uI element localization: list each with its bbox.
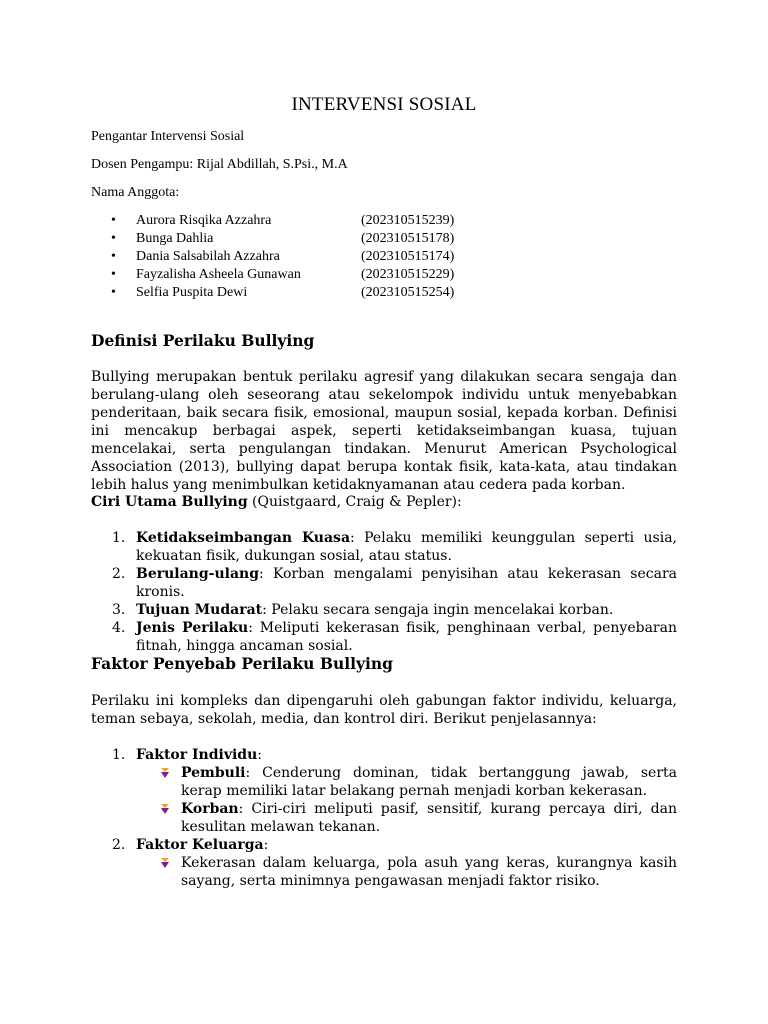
list-number: 1. (112, 530, 126, 546)
member-name: Aurora Risqika Azzahra (136, 213, 272, 228)
list-number: 2. (112, 837, 126, 853)
list-item (91, 746, 677, 764)
list-item-term: Tujuan Mudarat (136, 602, 263, 618)
members-label: Nama Anggota: (91, 185, 180, 200)
list-item-term: Faktor Individu (136, 747, 258, 763)
list-item-term: Ketidakseimbangan Kuasa (136, 530, 351, 546)
list-item (91, 565, 677, 601)
ciri-heading-bold: Ciri Utama Bullying (91, 494, 248, 510)
member-nim: (202310515174) (361, 249, 455, 264)
arrow-down-bullet-icon (158, 766, 172, 780)
member-name: Selfia Puspita Dewi (136, 285, 248, 300)
section-heading-definisi: Definisi Perilaku Bullying (91, 331, 315, 350)
sub-item-text: : Cenderung dominan, tidak bertanggung jawab, serta kerap memiliki latar belakang pernah menjadi korban kekerasan. (181, 765, 677, 799)
bullet-dot-icon: • (111, 285, 116, 300)
document-title: INTERVENSI SOSIAL (291, 94, 477, 115)
member-name: Bunga Dahlia (136, 231, 214, 246)
member-row (91, 284, 691, 302)
list-item (91, 601, 677, 619)
member-list (91, 212, 691, 302)
member-nim: (202310515178) (361, 231, 455, 246)
list-number: 1. (112, 747, 126, 763)
faktor-paragraph: Perilaku ini kompleks dan dipengaruhi oleh gabungan faktor individu, keluarga, teman sebaya, sekolah, media, dan kontrol diri. Berikut penjelasannya: (91, 693, 677, 727)
list-number: 3. (112, 602, 126, 618)
ciri-heading (91, 493, 462, 511)
bullet-dot-icon: • (111, 231, 116, 246)
member-nim: (202310515254) (361, 285, 455, 300)
member-nim: (202310515239) (361, 213, 455, 228)
sub-item-text: : Ciri-ciri meliputi pasif, sensitif, kurang percaya diri, dan kesulitan melawan tekanan. (181, 801, 677, 835)
member-name: Fayzalisha Asheela Gunawan (136, 267, 301, 282)
bullet-dot-icon: • (111, 249, 116, 264)
sub-list (91, 764, 677, 836)
sub-list-item (91, 854, 677, 890)
ciri-heading-citation: (Quistgaard, Craig & Pepler): (247, 494, 462, 510)
list-item-text: : (257, 747, 262, 763)
member-row (91, 212, 691, 230)
list-item-text: : (263, 837, 269, 853)
list-number: 2. (112, 566, 126, 582)
list-item (91, 836, 677, 854)
list-item-text: : Meliputi kekerasan fisik, penghinaan verbal, penyebaran fitnah, hingga ancaman sosial. (136, 620, 677, 654)
faktor-list (91, 746, 677, 890)
arrow-down-bullet-icon (158, 856, 172, 870)
sub-list (91, 854, 677, 890)
arrow-down-bullet-icon (158, 802, 172, 816)
definition-paragraph: Bullying merupakan bentuk perilaku agresif yang dilakukan secara sengaja dan berulang-ulang oleh seseorang atau sekelompok individu untuk menyebabkan penderitaan, baik secara fisik, emosional, maupun sosial, kepada korban. Definisi ini mencakup berbagai aspek, seperti ketidakseimbangan kuasa, tujuan mencelakai, serta pengulangan tindakan. Menurut American Psychological Association (2013), bullying dapat berupa kontak fisik, kata-kata, atau tindakan lebih halus yang menimbulkan ketidaknyamanan atau cedera pada korban. (91, 369, 677, 493)
member-nim: (202310515229) (361, 267, 455, 282)
list-item-text: : Korban mengalami penyisihan atau kekerasan secara kronis. (136, 566, 677, 600)
member-name: Dania Salsabilah Azzahra (136, 249, 280, 264)
list-item-term: Faktor Keluarga (136, 837, 264, 853)
list-item-term: Berulang-ulang (136, 566, 259, 582)
sub-item-text: Kekerasan dalam keluarga, pola asuh yang keras, kurangnya kasih sayang, serta minimnya pengawasan menjadi faktor risiko. (181, 855, 677, 889)
course-name: Pengantar Intervensi Sosial (91, 129, 245, 144)
lecturer-line: Dosen Pengampu: Rijal Abdillah, S.Psi., M.A (91, 157, 348, 172)
list-item (91, 529, 677, 565)
member-row (91, 266, 691, 284)
list-item (91, 619, 677, 655)
sub-item-term: Korban (181, 801, 239, 817)
member-row (91, 230, 691, 248)
member-row (91, 248, 691, 266)
list-number: 4. (112, 620, 126, 636)
sub-list-item (91, 800, 677, 836)
list-item-term: Jenis Perilaku (136, 620, 249, 636)
ciri-list (91, 529, 677, 655)
section-heading-faktor: Faktor Penyebab Perilaku Bullying (91, 654, 393, 673)
list-item-text: : Pelaku secara sengaja ingin mencelakai korban. (262, 602, 614, 618)
list-item-text: : Pelaku memiliki keunggulan seperti usia, kekuatan fisik, dukungan sosial, atau status. (136, 530, 677, 564)
bullet-dot-icon: • (111, 267, 116, 282)
sub-item-term: Pembuli (181, 765, 246, 781)
bullet-dot-icon: • (111, 213, 116, 228)
sub-list-item (91, 764, 677, 800)
